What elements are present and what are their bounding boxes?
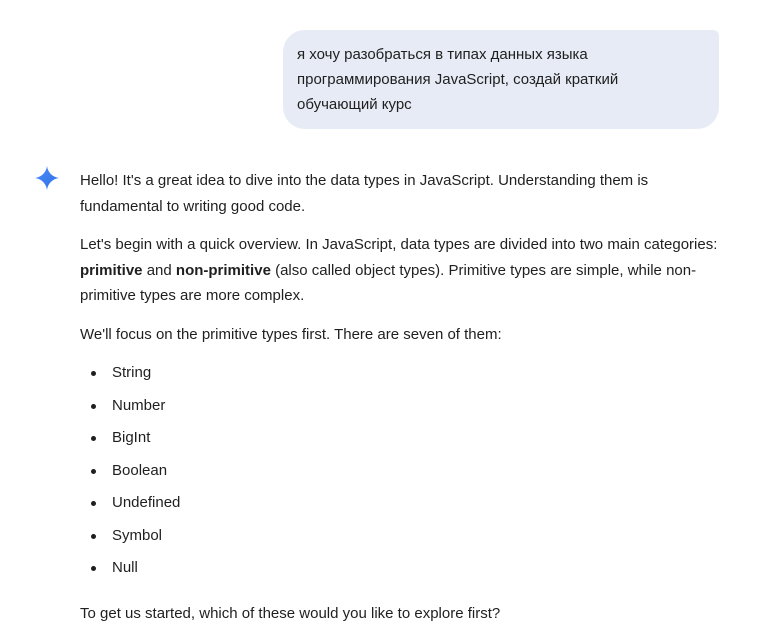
overview-text-start: Let's begin with a quick overview. In JavaScript, data types are divided into two main categories: bbox=[80, 236, 718, 253]
bullet-icon bbox=[91, 469, 96, 474]
bullet-icon bbox=[91, 501, 96, 506]
bullet-icon bbox=[91, 534, 96, 539]
bullet-icon bbox=[91, 404, 96, 409]
primitive-types-list bbox=[80, 360, 730, 588]
user-message-text: я хочу разобраться в типах данных языка программирования JavaScript, создай краткий обучающий курс bbox=[297, 46, 619, 113]
overview-paragraph bbox=[80, 232, 730, 309]
question-paragraph: To get us started, which of these would you like to explore first? bbox=[80, 604, 501, 622]
primitive-term: primitive bbox=[80, 261, 143, 279]
overview-text-and: and bbox=[142, 261, 176, 279]
intro-paragraph: Hello! It's a great idea to dive into the data types in JavaScript. Understanding them is fundamental to writing good code. bbox=[80, 172, 649, 215]
bullet-icon bbox=[91, 566, 96, 571]
assistant-response bbox=[80, 168, 730, 630]
type-label: Boolean bbox=[112, 461, 168, 479]
list-item bbox=[80, 555, 730, 588]
bullet-icon bbox=[91, 436, 96, 441]
type-label: Null bbox=[112, 559, 138, 576]
list-item bbox=[80, 360, 730, 393]
focus-paragraph: We'll focus on the primitive types first. There are seven of them: bbox=[80, 325, 502, 343]
type-label: Number bbox=[112, 396, 166, 414]
sparkle-icon bbox=[35, 166, 59, 190]
list-item bbox=[80, 458, 730, 491]
type-label: Undefined bbox=[112, 494, 181, 511]
overview-text-end: (also called object types). Primitive types are simple, while non-primitive types are more complex. bbox=[80, 261, 697, 304]
non-primitive-term: non-primitive bbox=[175, 261, 271, 279]
list-item bbox=[80, 490, 730, 523]
bullet-icon bbox=[91, 371, 96, 376]
type-label: BigInt bbox=[112, 429, 151, 446]
user-message-bubble bbox=[283, 30, 719, 129]
type-label: String bbox=[112, 364, 152, 381]
type-label: Symbol bbox=[112, 526, 163, 544]
list-item bbox=[80, 425, 730, 458]
list-item bbox=[80, 523, 730, 556]
list-item bbox=[80, 393, 730, 426]
